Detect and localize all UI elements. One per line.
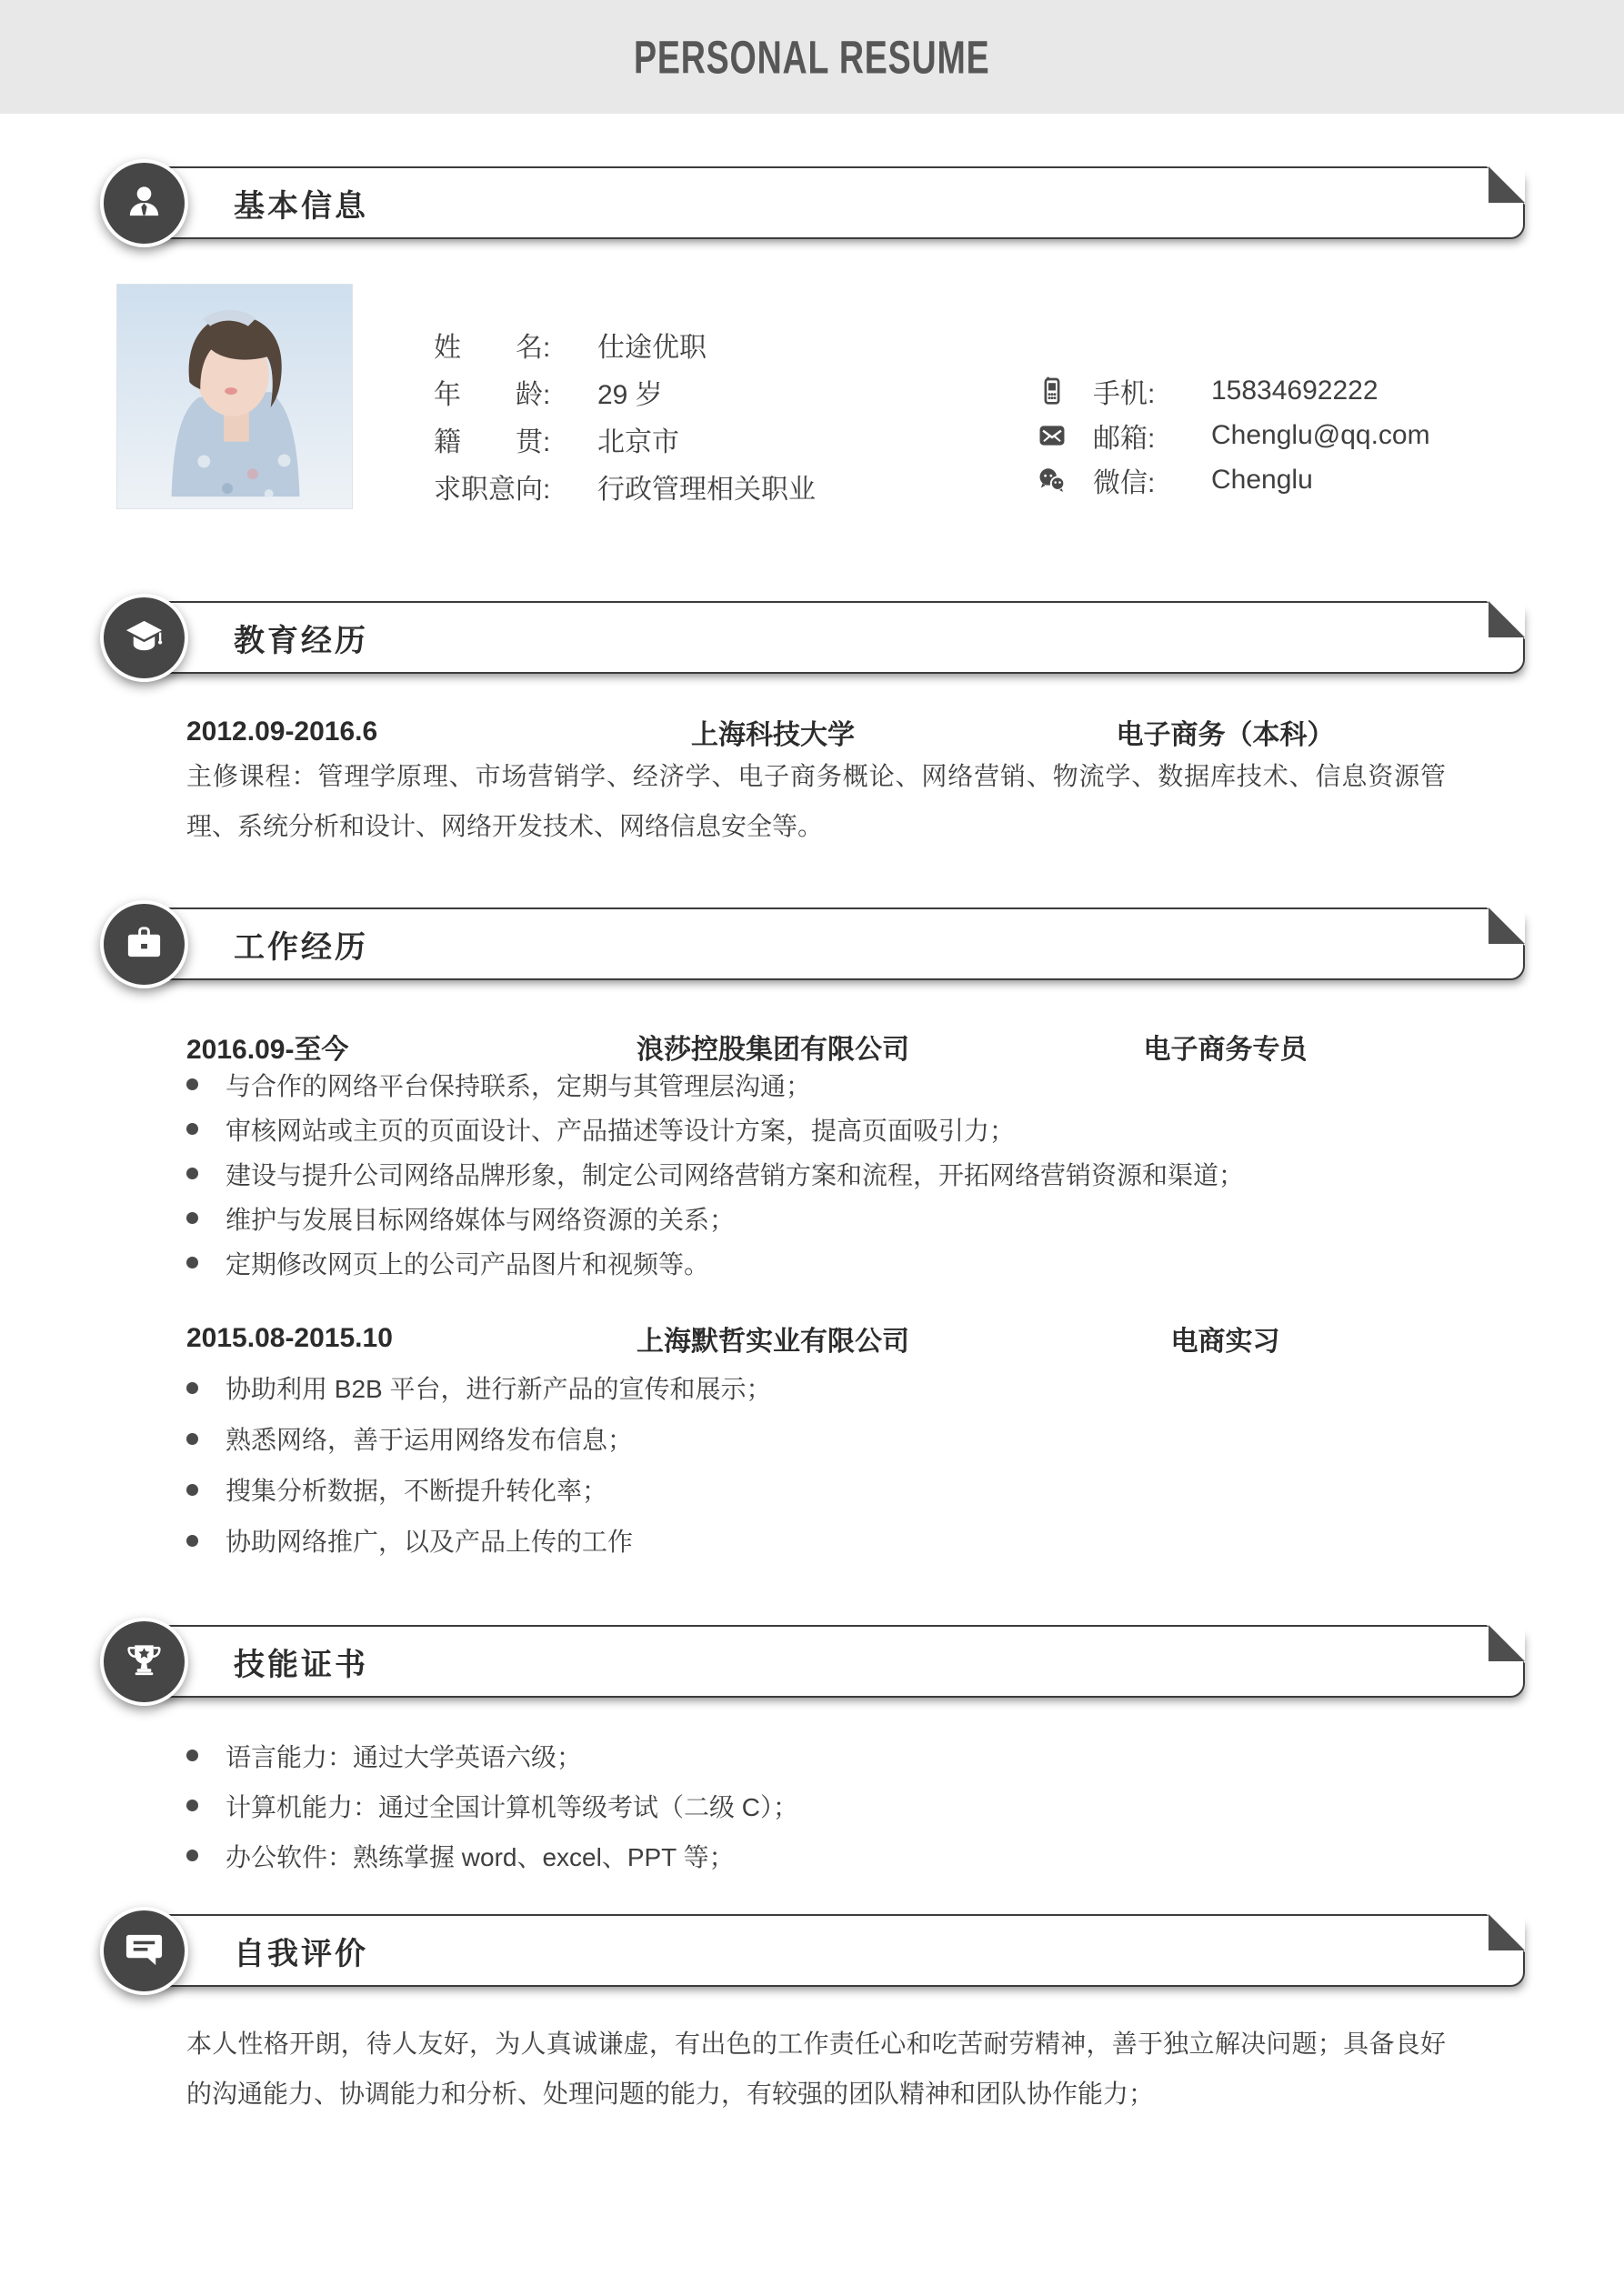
bullet-dot xyxy=(186,1123,198,1135)
bullet-text: 审核网站或主页的页面设计、产品描述等设计方案，提高页面吸引力； xyxy=(226,1116,1016,1145)
contact-value: Chenglu xyxy=(1211,464,1313,495)
info-field-row xyxy=(434,463,816,510)
section-header-evaluation xyxy=(0,1907,1624,2001)
user-icon xyxy=(123,180,165,227)
briefcase-icon xyxy=(123,921,165,968)
list-item xyxy=(186,1107,1459,1151)
list-item xyxy=(186,1196,1459,1240)
comment-icon xyxy=(123,1928,165,1975)
section-header-basic-info xyxy=(0,159,1624,254)
contact-value: 15834692222 xyxy=(1211,375,1378,406)
contact-value: Chenglu@qq.com xyxy=(1211,419,1430,450)
section-badge xyxy=(100,1618,188,1706)
contact-label: 微信: xyxy=(1093,467,1156,498)
contact-label: 邮箱: xyxy=(1093,423,1156,454)
bullet-text: 维护与发展目标网络媒体与网络资源的关系； xyxy=(226,1205,736,1234)
section-title: 技能证书 xyxy=(234,1647,368,1682)
bullet-dot xyxy=(186,1800,198,1811)
field-value: 29 岁 xyxy=(597,380,663,410)
field-label: 求职意向: xyxy=(434,475,551,505)
list-item xyxy=(186,1413,1459,1464)
section-header-education xyxy=(0,594,1624,688)
mail-icon xyxy=(1037,420,1068,451)
contact-row-email xyxy=(1037,413,1430,457)
bullet-text: 熟悉网络，善于运用网络发布信息； xyxy=(226,1426,634,1454)
job-duties-list xyxy=(186,1362,1459,1566)
section-header-work xyxy=(0,900,1624,995)
info-field-row xyxy=(434,321,816,368)
bullet-text: 与合作的网络平台保持联系，定期与其管理层沟通； xyxy=(226,1071,812,1100)
bullet-text: 计算机能力：通过全国计算机等级考试（二级 C）； xyxy=(226,1792,799,1821)
section-badge xyxy=(100,159,188,247)
basic-info-fields xyxy=(434,321,816,510)
list-item xyxy=(186,1151,1459,1196)
section-badge xyxy=(100,1907,188,1995)
bullet-dot xyxy=(186,1750,198,1761)
info-field-row xyxy=(434,416,816,463)
trophy-icon xyxy=(123,1639,165,1686)
section-title: 自我评价 xyxy=(234,1936,368,1971)
bullet-dot xyxy=(186,1212,198,1224)
list-item xyxy=(186,1780,1459,1830)
field-label: 年 龄: xyxy=(434,380,551,410)
bullet-dot xyxy=(186,1850,198,1861)
section-banner xyxy=(118,1625,1525,1698)
education-period: 2012.09-2016.6 xyxy=(186,717,378,747)
top-band xyxy=(0,0,1624,114)
field-value: 仕途优职 xyxy=(597,333,707,363)
job-company: 上海默哲实业有限公司 xyxy=(637,1327,909,1357)
list-item xyxy=(186,1515,1459,1566)
field-label: 姓 名: xyxy=(434,333,551,363)
bullet-text: 定期修改网页上的公司产品图片和视频等。 xyxy=(226,1249,710,1278)
bullet-text: 办公软件：熟练掌握 word、excel、PPT 等； xyxy=(226,1842,735,1871)
list-item xyxy=(186,1730,1459,1780)
contact-list xyxy=(1037,368,1430,502)
profile-photo xyxy=(116,284,353,509)
section-title: 基本信息 xyxy=(234,188,368,224)
info-field-row xyxy=(434,368,816,416)
field-label: 籍 贯: xyxy=(434,427,551,457)
wechat-icon xyxy=(1037,465,1068,496)
bullet-dot xyxy=(186,1078,198,1090)
phone-icon xyxy=(1037,376,1068,406)
list-item xyxy=(186,1240,1459,1285)
bullet-dot xyxy=(186,1168,198,1179)
bullet-text: 协助网络推广，以及产品上传的工作 xyxy=(226,1528,634,1556)
education-major: 电子商务（本科） xyxy=(1116,720,1335,750)
job-period: 2015.08-2015.10 xyxy=(186,1323,393,1353)
job-entry-row xyxy=(186,1027,1482,1067)
education-entry-row xyxy=(186,712,1482,752)
section-header-skills xyxy=(0,1618,1624,1712)
page-title: PERSONAL RESUME xyxy=(634,30,990,84)
bullet-dot xyxy=(186,1535,198,1547)
job-company: 浪莎控股集团有限公司 xyxy=(637,1035,909,1065)
bullet-dot xyxy=(186,1382,198,1394)
section-banner xyxy=(118,601,1525,674)
graduation-cap-icon xyxy=(123,615,165,662)
job-period: 2016.09-至今 xyxy=(186,1035,349,1065)
job-position: 电商实习 xyxy=(1170,1327,1280,1357)
field-value: 北京市 xyxy=(597,427,679,457)
list-item xyxy=(186,1362,1459,1413)
section-title: 教育经历 xyxy=(234,623,368,658)
bullet-text: 搜集分析数据，不断提升转化率； xyxy=(226,1477,608,1505)
field-value: 行政管理相关职业 xyxy=(597,475,816,505)
list-item xyxy=(186,1830,1459,1880)
education-courses: 主修课程：管理学原理、市场营销学、经济学、电子商务概论、网络营销、物流学、数据库技术、信息资源管理、系统分析和设计、网络开发技术、网络信息安全等。 xyxy=(186,762,1446,840)
contact-row-phone xyxy=(1037,368,1430,413)
section-banner xyxy=(118,1914,1525,1987)
contact-label: 手机: xyxy=(1093,378,1156,409)
bullet-dot xyxy=(186,1484,198,1496)
bullet-text: 语言能力：通过大学英语六级； xyxy=(226,1742,583,1771)
section-badge xyxy=(100,900,188,988)
bullet-text: 协助利用 B2B 平台，进行新产品的宣传和展示； xyxy=(226,1375,772,1403)
section-banner xyxy=(118,166,1525,239)
skills-list xyxy=(186,1730,1459,1880)
job-entry-row xyxy=(186,1318,1482,1359)
job-duties-list xyxy=(186,1062,1459,1285)
section-banner xyxy=(118,907,1525,980)
list-item xyxy=(186,1062,1459,1107)
education-school: 上海科技大学 xyxy=(691,720,855,750)
job-position: 电子商务专员 xyxy=(1143,1035,1308,1065)
bullet-text: 建设与提升公司网络品牌形象，制定公司网络营销方案和流程，开拓网络营销资源和渠道； xyxy=(226,1160,1245,1189)
section-badge xyxy=(100,594,188,682)
bullet-dot xyxy=(186,1433,198,1445)
section-title: 工作经历 xyxy=(234,929,368,965)
bullet-dot xyxy=(186,1257,198,1268)
contact-row-wechat xyxy=(1037,457,1430,502)
list-item xyxy=(186,1464,1459,1515)
self-evaluation-text: 本人性格开朗，待人友好，为人真诚谦虚，有出色的工作责任心和吃苦耐劳精神，善于独立解决问题；具备良好的沟通能力、协调能力和分析、处理问题的能力，有较强的团队精神和团队协作能力； xyxy=(186,2030,1446,2108)
